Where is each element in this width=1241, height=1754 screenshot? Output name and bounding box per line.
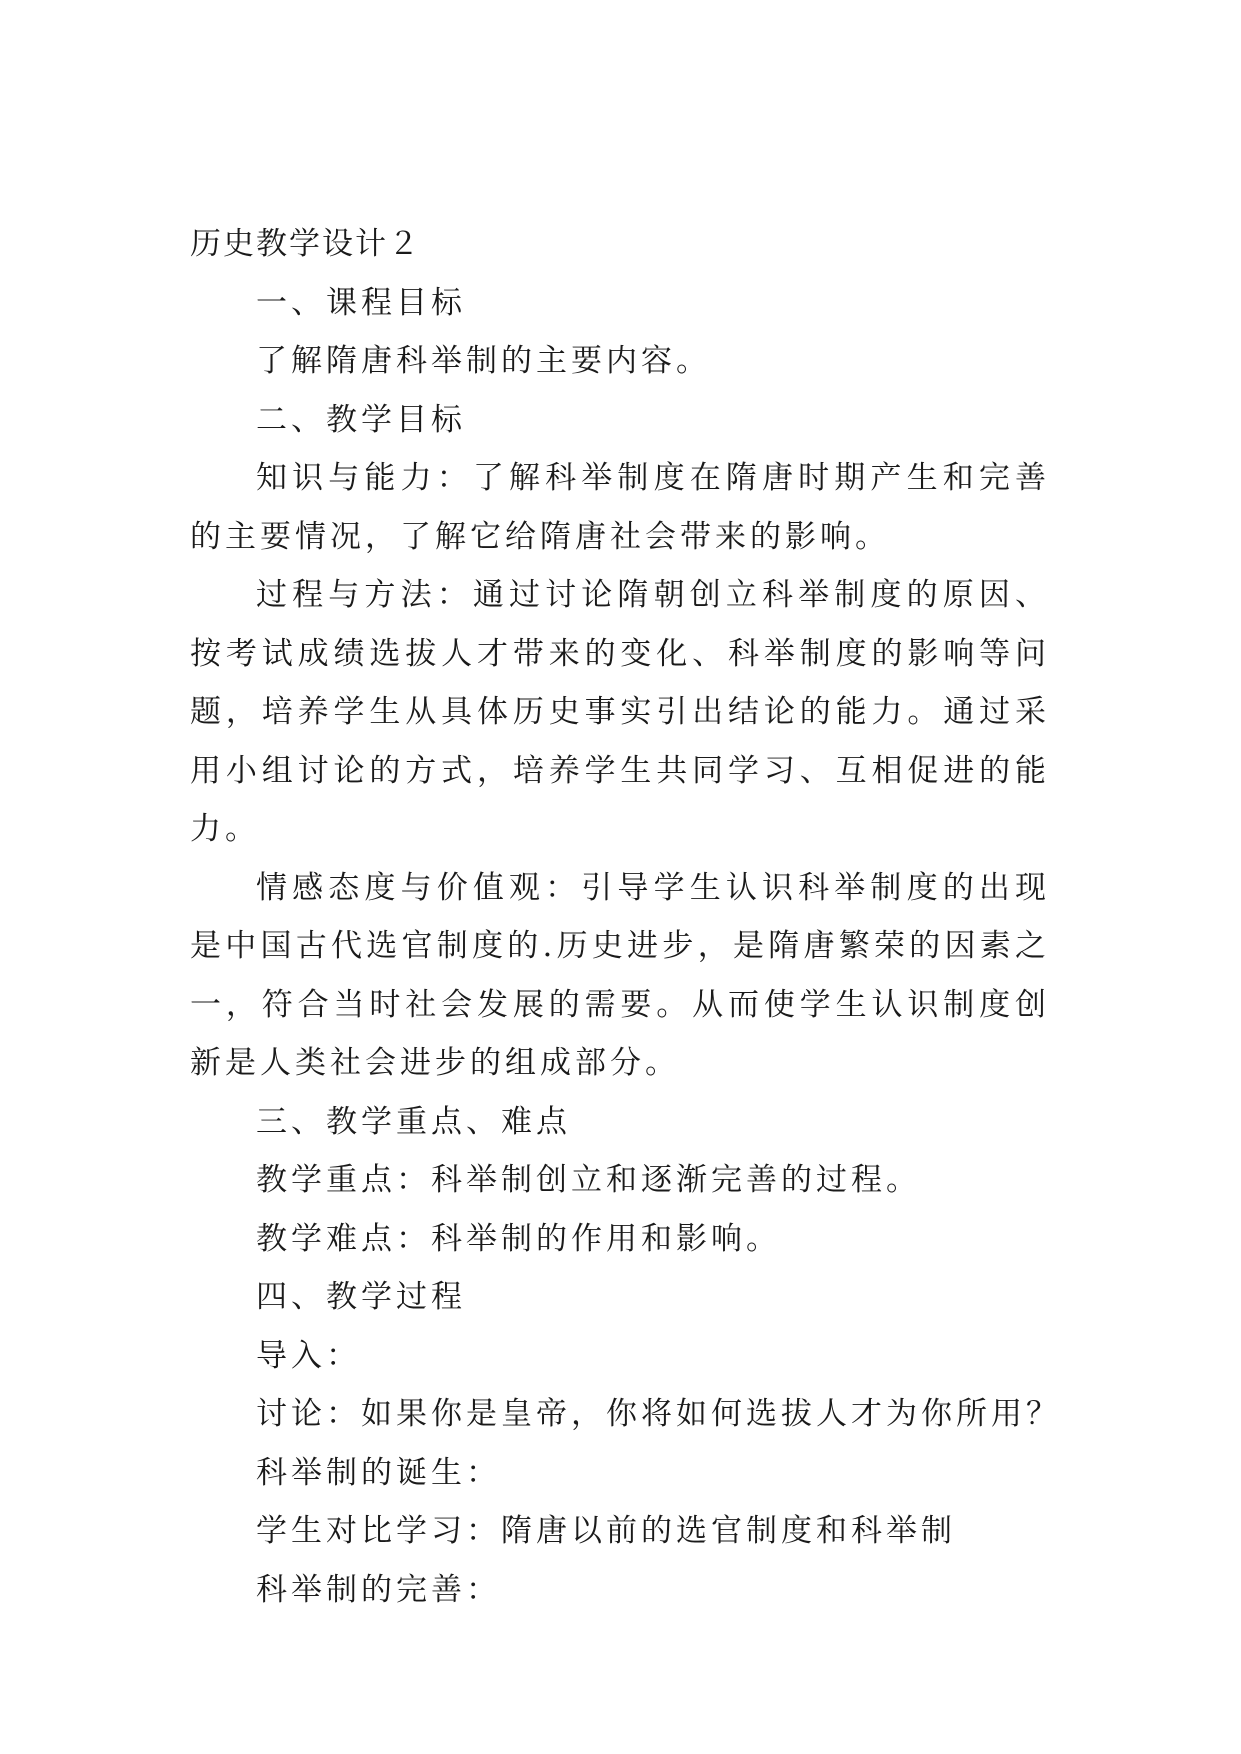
process-discussion-text: 讨论：如果你是皇帝，你将如何选拔人才为你所用？ [256, 1396, 1061, 1432]
document-title: 历史教学设计２ [190, 226, 421, 262]
knowledge-ability-paragraph: 知识与能力：了解科举制度在隋唐时期产生和完善的主要情况，了解它给隋唐社会带来的影响。 [190, 460, 1050, 555]
process-improve-text: 科举制的完善： [256, 1571, 501, 1608]
section-heading-key-points: 三、教学重点、难点 [256, 1103, 571, 1140]
teaching-difficulty-text: 教学难点：科举制的作用和影响。 [256, 1220, 781, 1257]
course-goals-text: 了解隋唐科举制的主要内容。 [256, 343, 711, 379]
process-compare-text: 学生对比学习：隋唐以前的选官制度和科举制 [256, 1513, 956, 1549]
section-heading-process: 四、教学过程 [256, 1279, 466, 1315]
document-body [190, 215, 1061, 1619]
section-heading-course-goals: 一、课程目标 [256, 284, 466, 321]
process-method-paragraph: 过程与方法：通过讨论隋朝创立科举制度的原因、按考试成绩选拔人才带来的变化、科举制度的影响等问题，培养学生从具体历史事实引出结论的能力。通过采用小组讨论的方式，培养学生共同学习、互相促进的能力。 [190, 577, 1050, 847]
process-birth-text: 科举制的诞生： [256, 1454, 501, 1491]
section-heading-teaching-goals: 二、教学目标 [256, 401, 466, 438]
emotion-values-paragraph: 情感态度与价值观：引导学生认识科举制度的出现是中国古代选官制度的.历史进步，是隋唐繁荣的因素之一，符合当时社会发展的需要。从而使学生认识制度创新是人类社会进步的组成部分。 [190, 869, 1050, 1081]
process-intro-text: 导入： [256, 1337, 361, 1374]
teaching-focus-text: 教学重点：科举制创立和逐渐完善的过程。 [256, 1162, 921, 1198]
